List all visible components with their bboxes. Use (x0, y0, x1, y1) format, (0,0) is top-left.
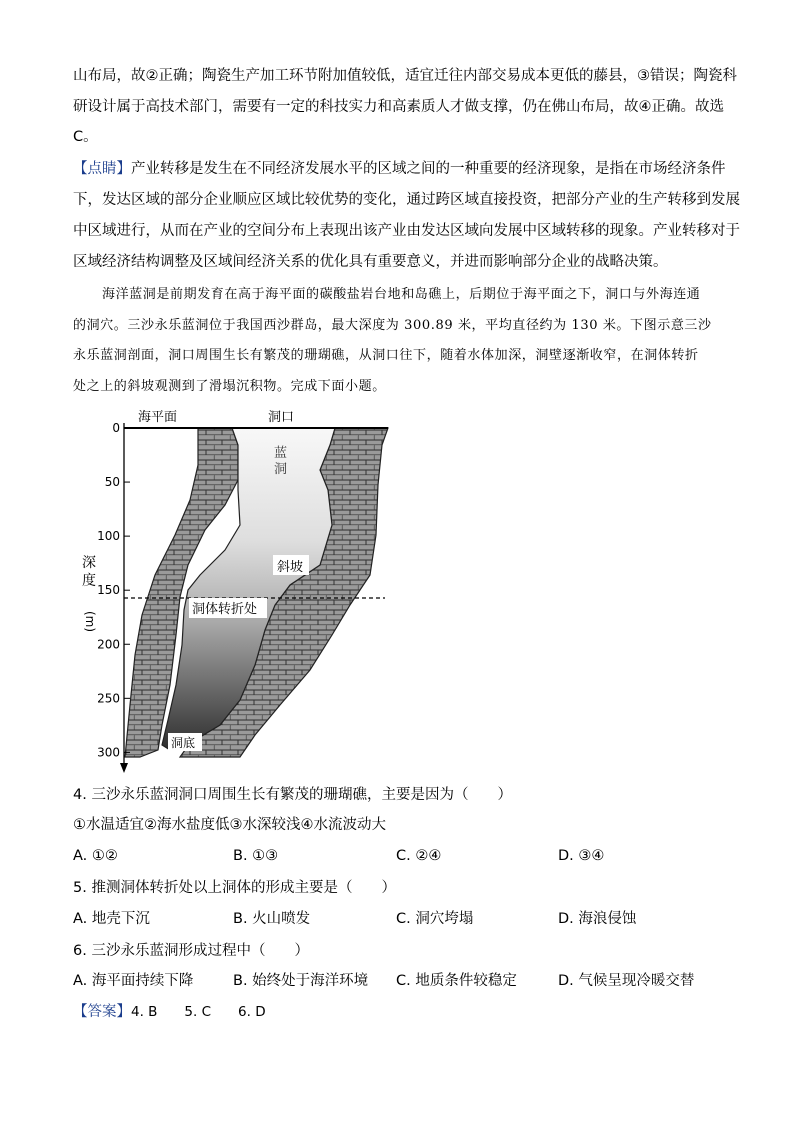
paragraph-line: C。 (73, 129, 98, 145)
q4-option-b[interactable]: B. ①③ (233, 848, 279, 864)
label-sea-level: 海平面 (138, 410, 178, 425)
axis-title-deep: 深 (82, 555, 96, 571)
intro-line: 的洞穴。三沙永乐蓝洞位于我国西沙群岛，最大深度为 300.89 米，平均直径约为 130 米。下图示意三沙 (73, 318, 712, 333)
answer-line (73, 1002, 266, 1022)
dianjing-label: 【点睛】 (73, 161, 131, 177)
dianjing-line (73, 159, 726, 179)
q5-stem: 5. 推测洞体转折处以上洞体的形成主要是（ ） (73, 880, 396, 896)
q4-option-a[interactable]: A. ①② (73, 848, 118, 864)
q5-option-c[interactable]: C. 洞穴垮塌 (396, 911, 474, 927)
dianjing-text: 产业转移是发生在不同经济发展水平的区域之间的一种重要的经济现象，是指在市场经济条件 (131, 161, 726, 177)
label-turning-point: 洞体转折处 (192, 602, 258, 617)
label-hole: 洞 (274, 462, 288, 477)
q5-option-d[interactable]: D. 海浪侵蚀 (558, 911, 637, 927)
dianjing-line: 区域经济结构调整及区域间经济关系的优化具有重要意义，并进而影响部分企业的战略决策。 (73, 254, 668, 270)
q5-option-a[interactable]: A. 地壳下沉 (73, 911, 150, 927)
q6-option-d[interactable]: D. 气候呈现冷暖交替 (558, 973, 695, 989)
q4-option-d[interactable]: D. ③④ (558, 848, 605, 864)
depth-tick-label: 50 (104, 475, 120, 490)
q4-option-c[interactable]: C. ②④ (396, 848, 442, 864)
answer-label: 【答案】 (73, 1004, 131, 1020)
paragraph-line: 研设计属于高技术部门，需要有一定的科技实力和高素质人才做支撑，仍在佛山布局，故④正确。故选 (73, 99, 724, 115)
intro-line: 处之上的斜坡观测到了滑塌沉积物。完成下面小题。 (73, 379, 386, 394)
q4-conditions: ①水温适宜②海水盐度低③水深较浅④水流波动大 (73, 817, 386, 833)
answer-text: 4. B 5. C 6. D (131, 1004, 266, 1020)
q6-option-a[interactable]: A. 海平面持续下降 (73, 973, 194, 989)
label-hole-bottom: 洞底 (171, 736, 196, 750)
dianjing-line: 下，发达区域的部分企业顺应区域比较优势的变化，通过跨区域直接投资，把部分产业的生产转移到发展 (73, 192, 740, 208)
q5-option-b[interactable]: B. 火山喷发 (233, 911, 311, 927)
q6-option-b[interactable]: B. 始终处于海洋环境 (233, 973, 369, 989)
depth-tick-label: 300 (97, 745, 120, 760)
depth-tick-label: 0 (112, 421, 120, 435)
depth-tick-label: 200 (97, 637, 120, 652)
paragraph-line: 山布局，故②正确；陶瓷生产加工环节附加值较低，适宜迁往内部交易成本更低的藤县，③错误；陶瓷科 (73, 68, 737, 84)
label-blue: 蓝 (274, 446, 288, 461)
depth-axis-ticks (97, 421, 130, 759)
label-slope: 斜坡 (277, 560, 304, 575)
label-mouth: 洞口 (268, 410, 295, 425)
blue-hole-profile-figure (70, 405, 400, 780)
depth-tick-label: 250 (97, 691, 120, 706)
intro-line: 海洋蓝洞是前期发育在高于海平面的碳酸盐岩台地和岛礁上，后期位于海平面之下，洞口与外海连通 (102, 287, 701, 302)
depth-tick-label: 100 (97, 529, 120, 544)
q6-option-c[interactable]: C. 地质条件较稳定 (396, 973, 517, 989)
q4-stem: 4. 三沙永乐蓝洞洞口周围生长有繁茂的珊瑚礁，主要是因为（ ） (73, 787, 512, 803)
q6-stem: 6. 三沙永乐蓝洞形成过程中（ ） (73, 943, 309, 959)
dianjing-line: 中区域进行，从而在产业的空间分布上表现出该产业由发达区域向发展中区域转移的现象。产业转移对于 (73, 223, 740, 239)
axis-title-du: 度 (82, 573, 96, 589)
intro-line: 永乐蓝洞剖面，洞口周围生长有繁茂的珊瑚礁，从洞口往下，随着水体加深，洞壁逐渐收窄，在洞体转折 (73, 348, 699, 363)
depth-tick-label: 150 (97, 583, 120, 598)
axis-unit: (m) (83, 611, 97, 633)
